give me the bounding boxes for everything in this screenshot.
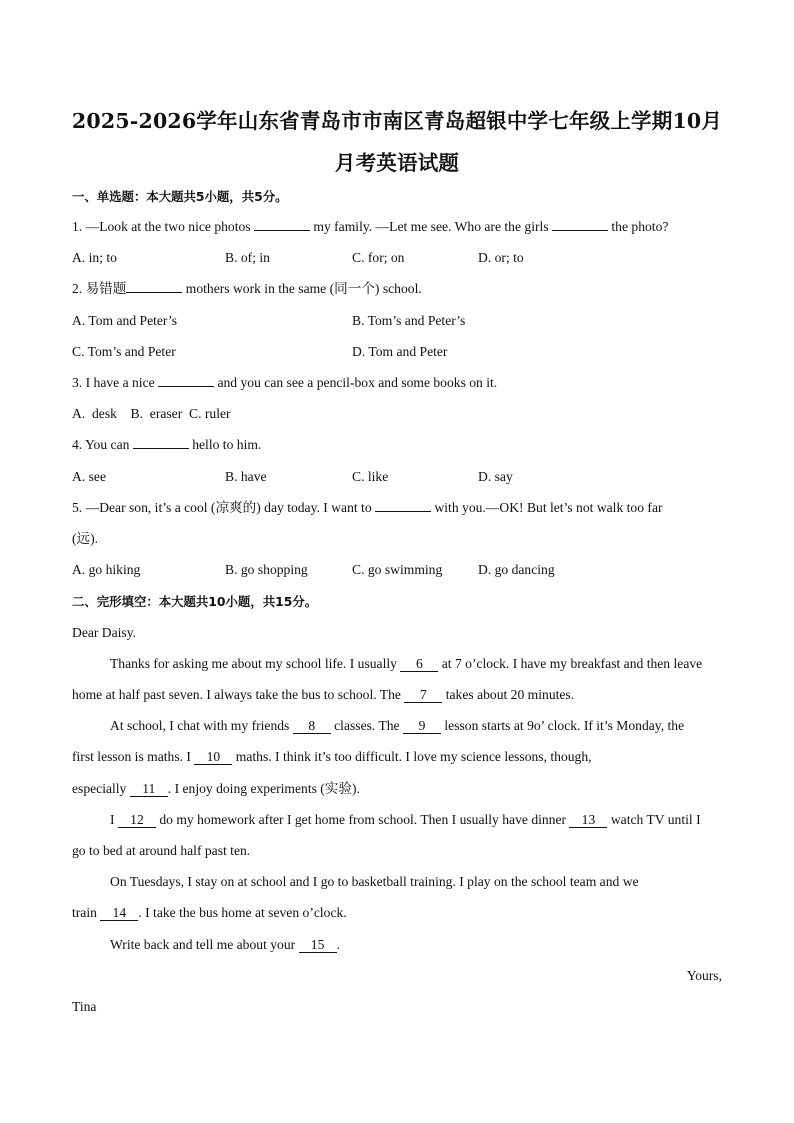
question-1-stem [72,218,668,236]
answer-blank [133,436,189,449]
option-a: A. see [72,469,106,484]
passage-text: at 7 o’clock. I have my breakfast and then leave [441,656,703,671]
letter-signature: Tina [72,999,97,1014]
option-d: D. go dancing [478,562,555,577]
question-text: hello to him. [192,437,262,452]
cloze-paragraph-line [110,811,701,829]
cloze-paragraph-line [72,686,574,704]
question-text: 3. I have a nice [72,375,155,390]
cloze-paragraph-line [72,748,592,766]
cloze-paragraph-line: go to bed at around half past ten. [72,843,251,858]
option-d: D. Tom and Peter [352,344,448,359]
question-text: my family. —Let me see. Who are the girls [313,219,549,234]
blank-11: 11 [130,782,168,797]
option-c: C. for; on [352,250,405,265]
question-5-stem-continued: (远). [72,531,99,546]
blank-9: 9 [403,719,441,734]
blank-8: 8 [293,719,331,734]
section-heading-cloze: 二、完形填空：本大题共10小题，共15分。 [72,594,318,609]
cloze-paragraph-line [110,717,684,735]
question-4-stem [72,436,261,454]
option-d: D. say [478,469,513,484]
question-text: 4. You can [72,437,130,452]
passage-text: first lesson is maths. I [72,749,191,764]
answer-blank [158,374,214,387]
page-title-continued: 月考英语试题 [334,151,460,175]
passage-text: classes. The [334,718,400,733]
question-text: and you can see a pencil-box and some books on it. [217,375,498,390]
option-a: A. go hiking [72,562,141,577]
passage-text: do my homework after I get home from school. Then I usually have dinner [159,812,567,827]
answer-blank [375,499,431,512]
passage-text: watch TV until I [610,812,701,827]
blank-14: 14 [100,906,138,921]
option-a: A. in; to [72,250,117,265]
option-a: A. Tom and Peter’s [72,313,178,328]
question-2-stem [72,280,422,298]
answer-blank [552,218,608,231]
option-b: B. Tom’s and Peter’s [352,313,466,328]
option-b: B. go shopping [225,562,308,577]
option-c: C. go swimming [352,562,443,577]
options-inline: A. desk B. eraser C. ruler [72,406,231,421]
option-c: C. like [352,469,389,484]
passage-text: I [110,812,115,827]
option-b: B. have [225,469,267,484]
question-text: 1. —Look at the two nice photos [72,219,251,234]
passage-text: . [336,937,340,952]
passage-text: Thanks for asking me about my school life. I usually [110,656,397,671]
cloze-paragraph-line [110,936,340,954]
passage-text: At school, I chat with my friends [110,718,290,733]
passage-text: . I enjoy doing experiments (实验). [167,781,360,796]
option-c: C. Tom’s and Peter [72,344,176,359]
passage-text: maths. I think it’s too difficult. I love my science lessons, though, [235,749,592,764]
passage-text: takes about 20 minutes. [445,687,575,702]
blank-7: 7 [404,688,442,703]
answer-blank [126,280,182,293]
blank-6: 6 [400,657,438,672]
question-text: the photo? [611,219,669,234]
passage-text: lesson starts at 9o’ clock. If it’s Monday, the [444,718,685,733]
cloze-paragraph-line [72,904,347,922]
option-d: D. or; to [478,250,524,265]
cloze-paragraph-line [110,655,702,673]
letter-greeting: Dear Daisy. [72,625,137,640]
passage-text: train [72,905,97,920]
blank-13: 13 [569,813,607,828]
letter-closing: Yours, [686,968,722,983]
question-text: mothers work in the same (同一个) school. [185,281,422,296]
blank-10: 10 [194,750,232,765]
question-text: 2. 易错题 [72,281,127,296]
option-b: B. of; in [225,250,270,265]
question-3-stem [72,374,497,392]
cloze-paragraph-line [72,780,360,798]
passage-text: . I take the bus home at seven o’clock. [138,905,347,920]
blank-15: 15 [299,938,337,953]
passage-text: home at half past seven. I always take the bus to school. The [72,687,401,702]
question-text: 5. —Dear son, it’s a cool (凉爽的) day today. I want to [72,500,372,515]
question-text: with you.—OK! But let’s not walk too far [434,500,663,515]
answer-blank [254,218,310,231]
passage-text: Write back and tell me about your [110,937,296,952]
blank-12: 12 [118,813,156,828]
page-title: 2025-2026学年山东省青岛市市南区青岛超银中学七年级上学期10月 [71,109,723,133]
cloze-paragraph-line: On Tuesdays, I stay on at school and I go to basketball training. I play on the school team and we [110,874,639,889]
question-5-stem [72,499,663,517]
passage-text: especially [72,781,127,796]
section-heading-single-choice: 一、单选题：本大题共5小题，共5分。 [72,189,288,204]
